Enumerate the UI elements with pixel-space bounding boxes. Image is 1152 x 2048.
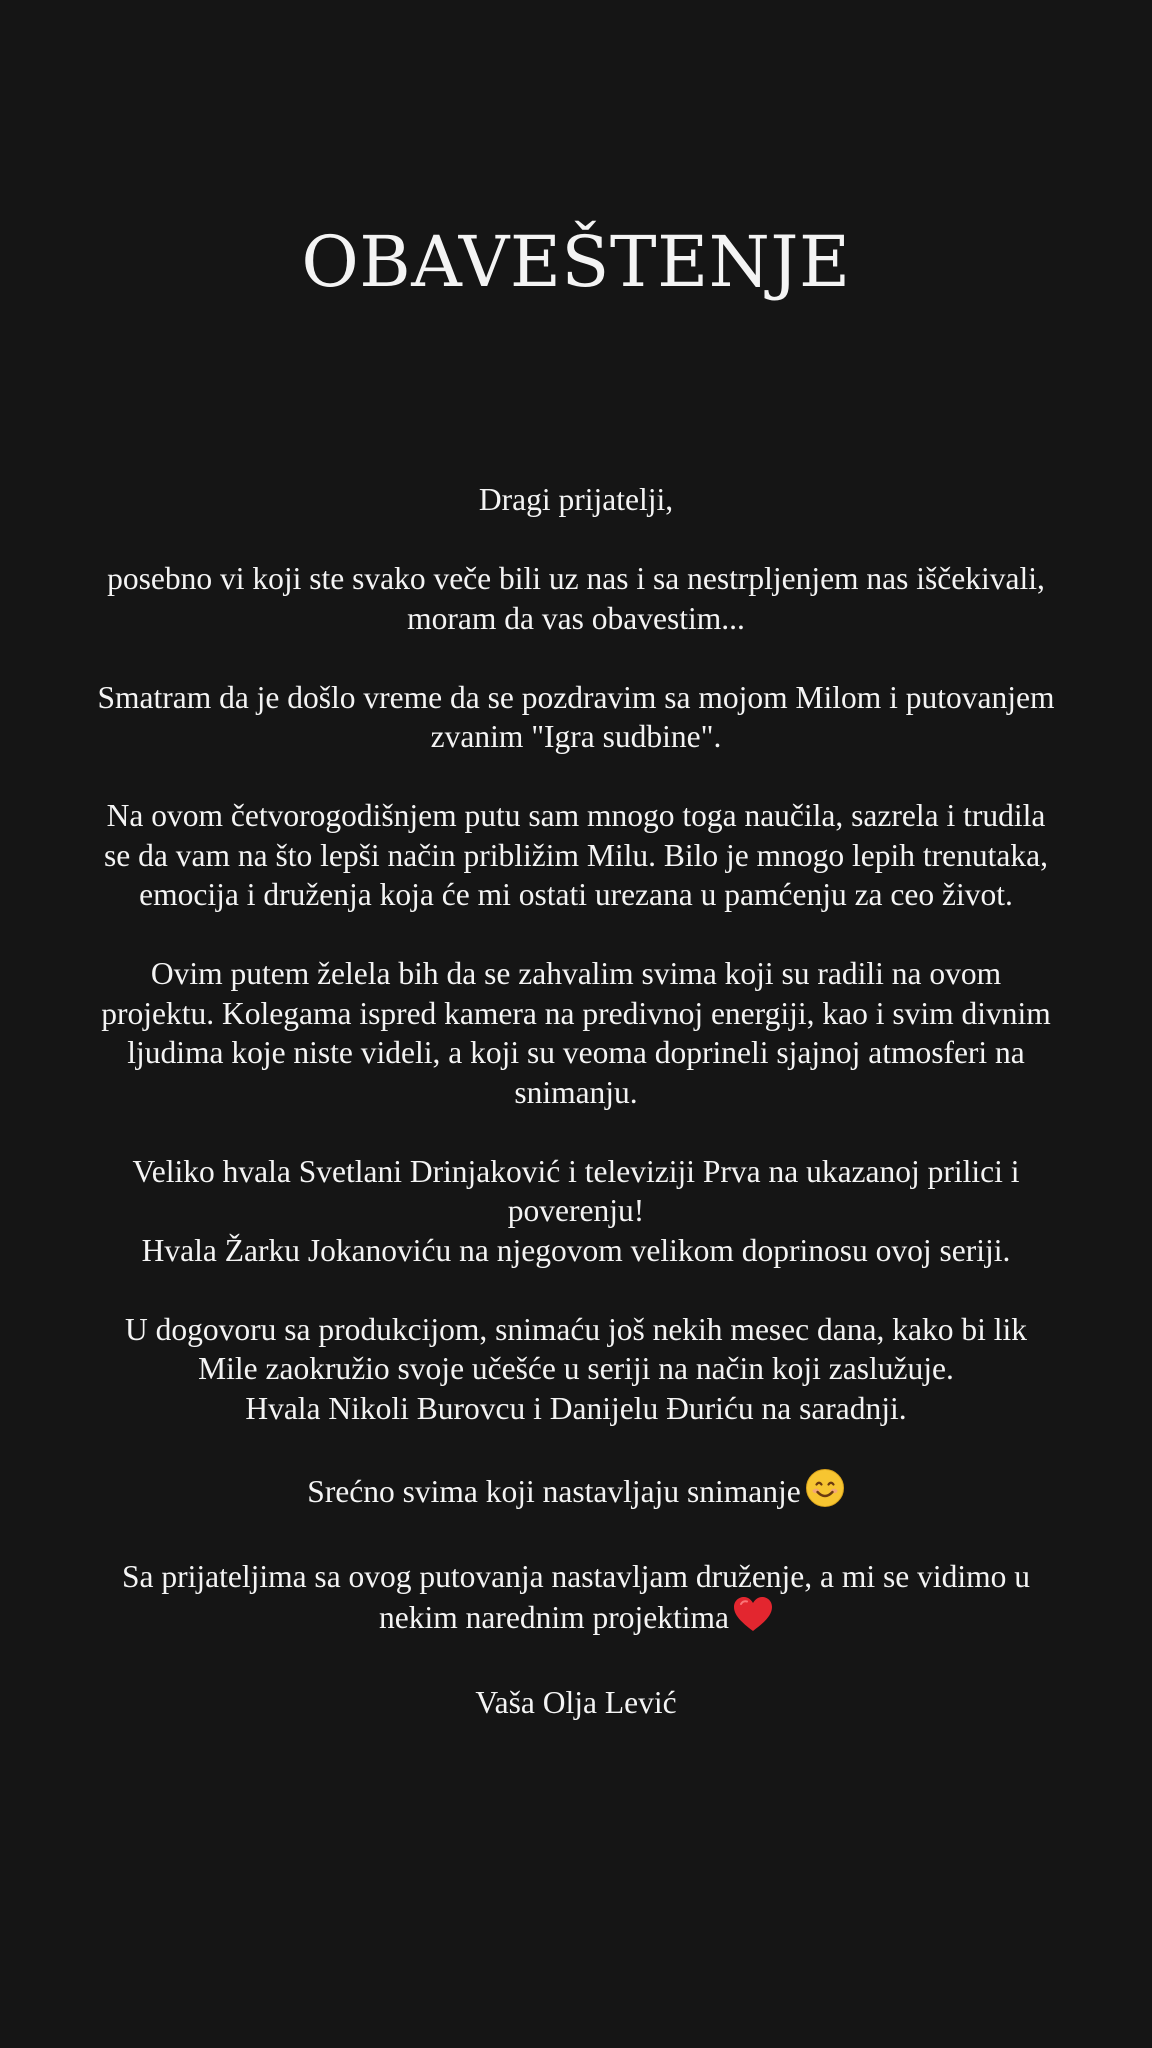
paragraph-line: zvanim "Igra sudbine".	[430, 719, 722, 754]
paragraph-line: Veliko hvala Svetlani Drinjaković i televiziji Prva na ukazanoj prilici i	[132, 1153, 1020, 1189]
paragraph-line: moram da vas obavestim...	[407, 600, 745, 636]
paragraph-text: nekim narednim projektima	[379, 1600, 729, 1635]
paragraph-line: Na ovom četvorogodišnjem putu sam mnogo toga naučila, sazrela i trudila	[106, 798, 1046, 833]
smiling-face-icon	[805, 1468, 845, 1518]
paragraph-line	[26, 1468, 1126, 1518]
paragraph-line	[26, 1596, 1126, 1644]
paragraph-text: Srećno svima koji nastavljaju snimanje	[307, 1473, 801, 1509]
paragraph-6	[26, 1310, 1126, 1429]
red-heart-icon	[733, 1596, 773, 1644]
announcement-body	[26, 480, 1126, 1762]
paragraph-line: Hvala Žarku Jokanoviću na njegovom velikom doprinosu ovoj seriji.	[141, 1232, 1011, 1268]
paragraph-line: poverenju!	[507, 1193, 645, 1228]
paragraph-line: ljudima koje niste videli, a koji su veoma doprineli sjajnoj atmosferi na	[127, 1035, 1025, 1070]
paragraph-line: se da vam na što lepši način približim Milu. Bilo je mnogo lepih trenutaka,	[104, 837, 1048, 873]
paragraph-line: emocija i druženja koja će mi ostati urezana u pamćenju za ceo život.	[139, 877, 1013, 912]
paragraph-line: Sa prijateljima sa ovog putovanja nastavljam druženje, a mi se vidimo u	[121, 1558, 1031, 1594]
paragraph-line: snimanju.	[514, 1074, 638, 1110]
paragraph-1	[26, 559, 1126, 638]
paragraph-line: Mile zaokružio svoje učešće u seriji na način koji zaslužuje.	[198, 1351, 954, 1386]
signature-line: Vaša Olja Lević	[475, 1685, 677, 1720]
paragraph-line: projektu. Kolegama ispred kamera na predivnoj energiji, kao i svim divnim	[101, 995, 1051, 1031]
greeting	[26, 480, 1126, 520]
paragraph-4	[26, 954, 1126, 1112]
paragraph-line: Hvala Nikoli Burovcu i Danijelu Đuriću na saradnji.	[245, 1390, 907, 1426]
paragraph-7	[26, 1468, 1126, 1518]
paragraph-line: Ovim putem želela bih da se zahvalim svima koji su radili na ovom	[150, 956, 1002, 991]
greeting-line: Dragi prijatelji,	[478, 482, 674, 517]
paragraph-8	[26, 1557, 1126, 1644]
paragraph-line: U dogovoru sa produkcijom, snimaću još nekih mesec dana, kako bi lik	[125, 1311, 1027, 1347]
paragraph-5	[26, 1152, 1126, 1271]
paragraph-line: posebno vi koji ste svako veče bili uz nas i sa nestrpljenjem nas iščekivali,	[107, 561, 1045, 596]
page-title: OBAVEŠTENJE	[301, 221, 851, 303]
signature	[26, 1683, 1126, 1723]
paragraph-3	[26, 796, 1126, 915]
paragraph-2	[26, 678, 1126, 757]
paragraph-line: Smatram da je došlo vreme da se pozdravim sa mojom Milom i putovanjem	[97, 679, 1055, 715]
